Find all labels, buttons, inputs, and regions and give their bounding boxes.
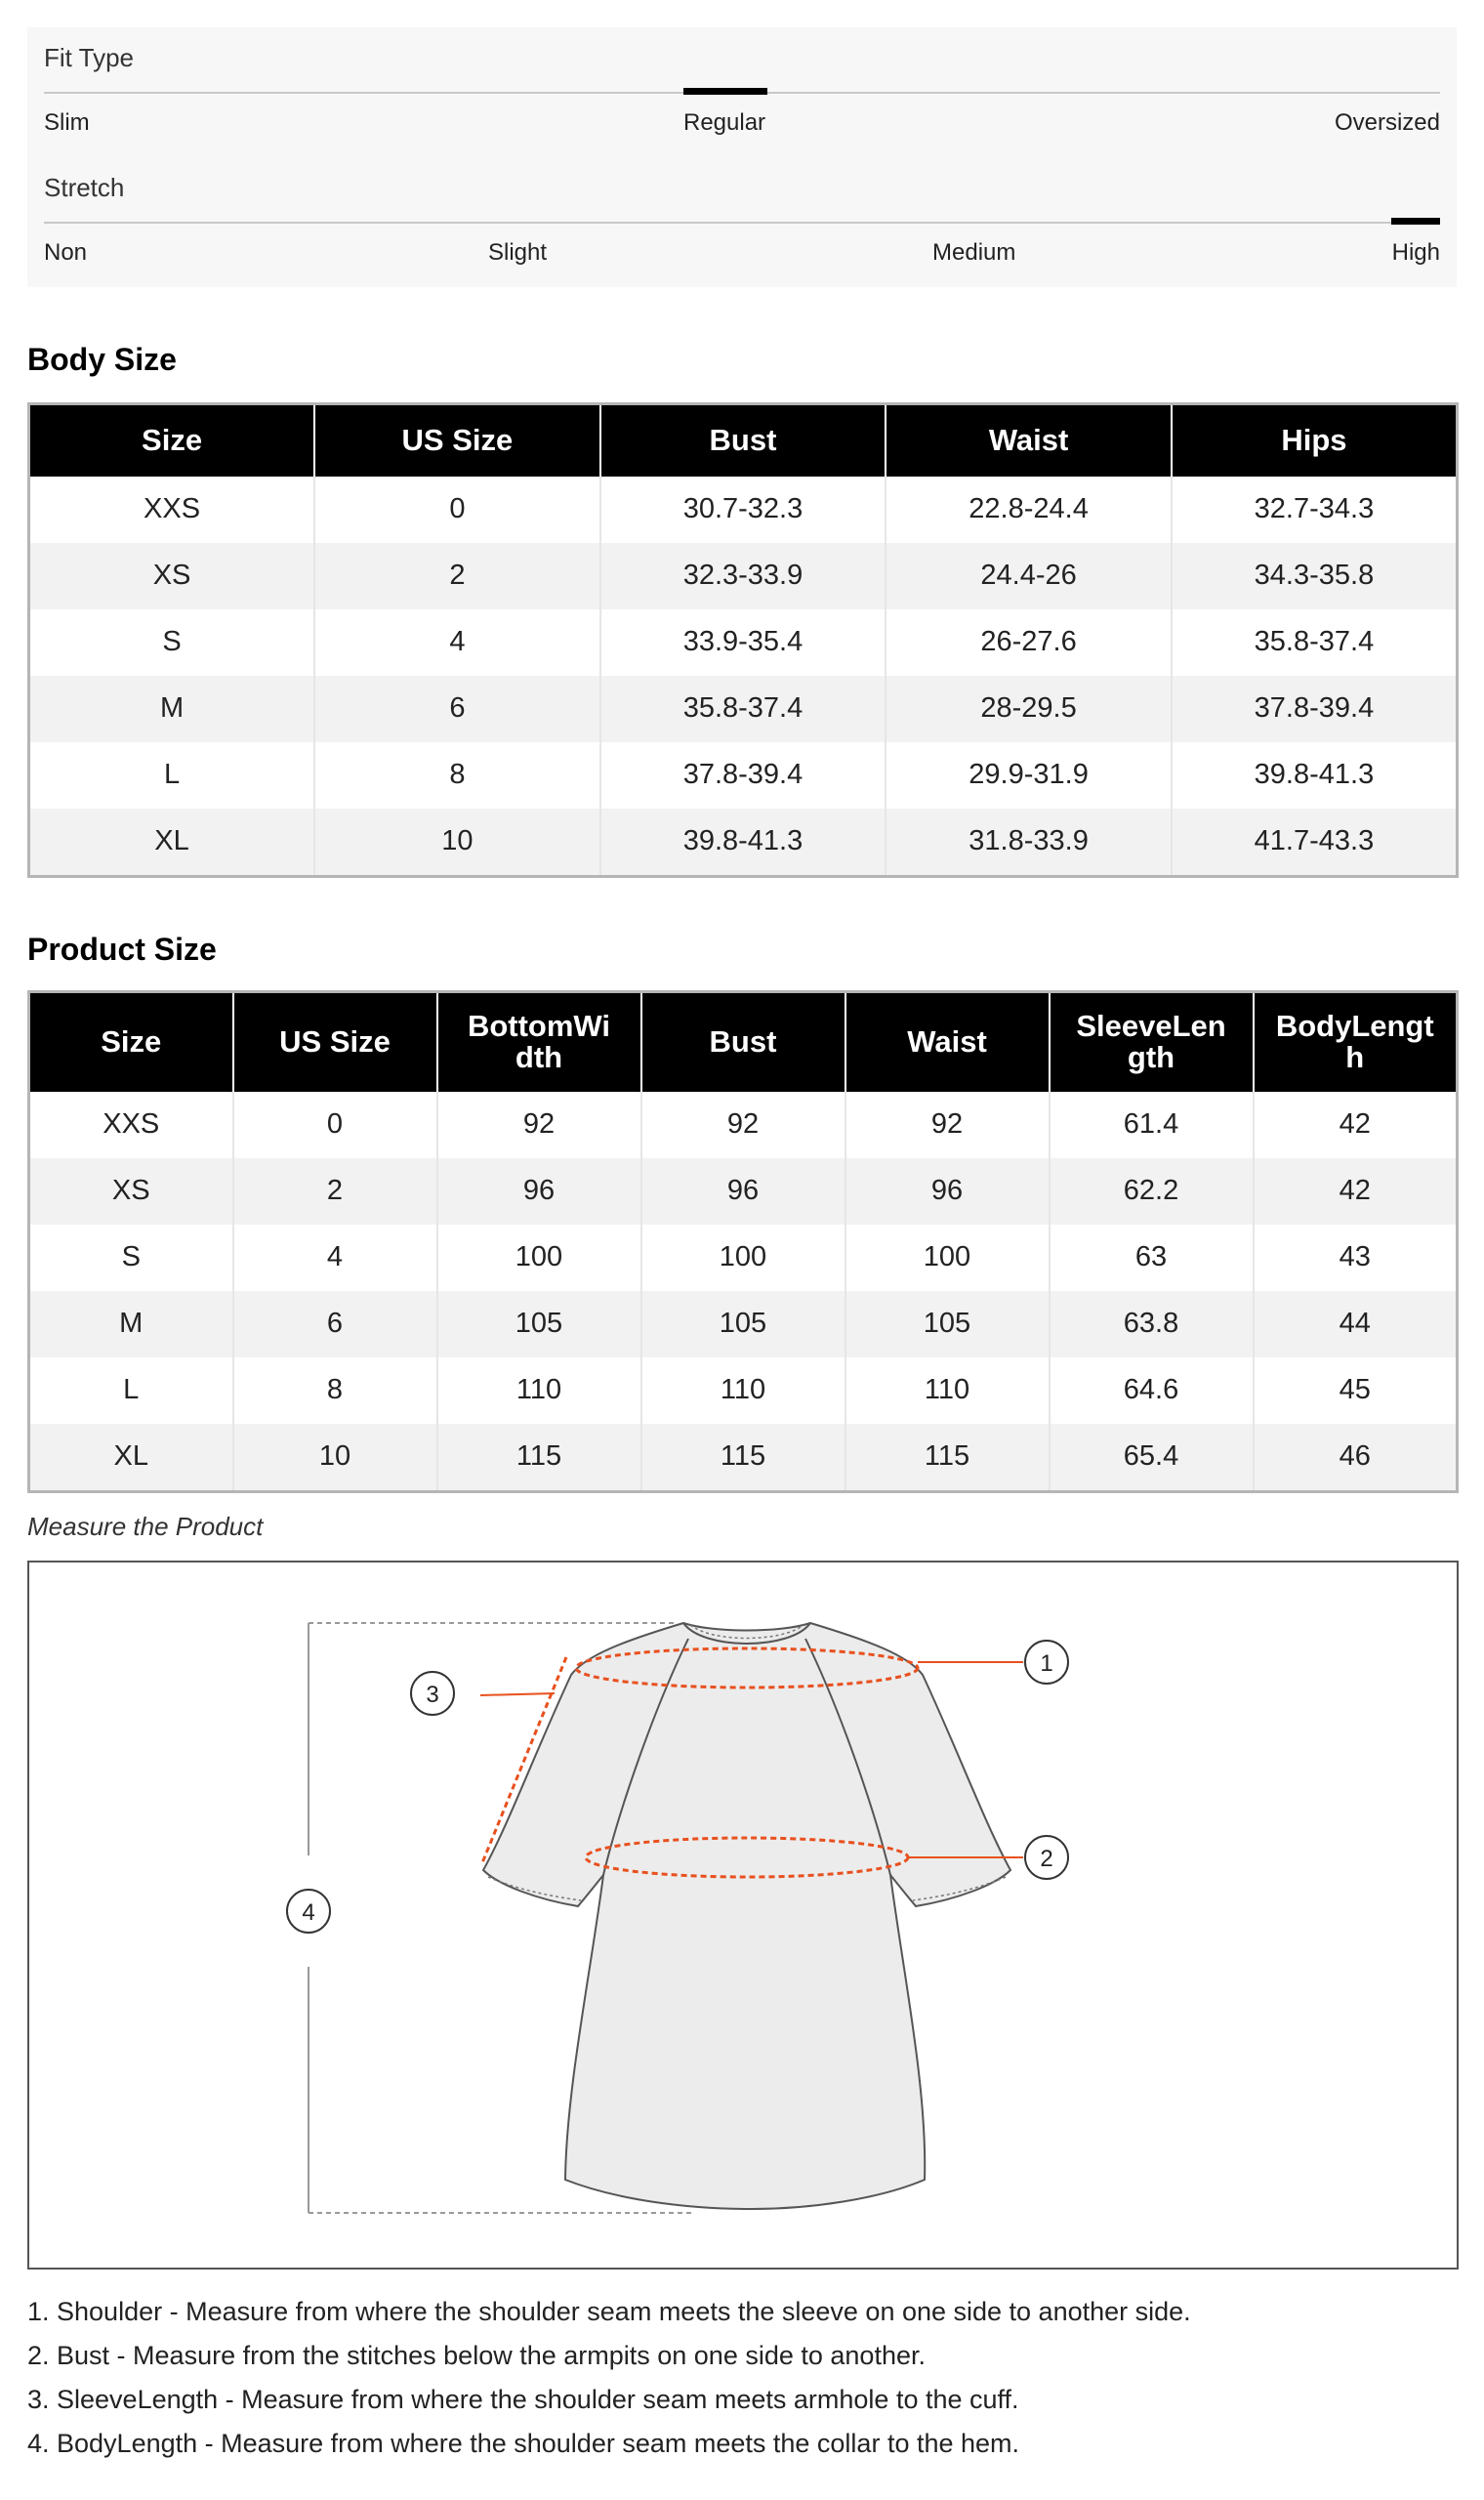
stretch-label-non: Non	[44, 239, 88, 266]
table-cell: 92	[641, 1092, 845, 1158]
table-cell: XS	[29, 543, 315, 609]
column-header	[29, 404, 315, 477]
column-header	[1254, 992, 1458, 1092]
callout-1-label: 1	[1040, 1650, 1053, 1677]
column-header-text: SleeveLen	[1076, 1009, 1226, 1044]
stretch-label-high: High	[1391, 239, 1440, 266]
table-cell: XXS	[29, 477, 315, 543]
note-body-length: 4. BodyLength - Measure from where the shoulder seam meets the collar to the hem.	[27, 2429, 1020, 2458]
table-cell: 42	[1254, 1092, 1458, 1158]
fit-label-oversized: Oversized	[1334, 109, 1440, 136]
note-shoulder: 1. Shoulder - Measure from where the shoulder seam meets the sleeve on one side to another side.	[27, 2297, 1191, 2326]
column-header-text: US Size	[401, 423, 514, 458]
table-cell: 39.8-41.3	[1172, 742, 1458, 809]
fit-type-scale	[44, 27, 1440, 156]
column-header-text: Bust	[709, 1024, 777, 1060]
table-cell: 30.7-32.3	[600, 477, 886, 543]
table-cell: 26-27.6	[886, 609, 1172, 676]
column-header-text: h	[1345, 1040, 1365, 1075]
table-row	[29, 1424, 1458, 1492]
table-cell: 64.6	[1050, 1357, 1254, 1424]
table-cell: 37.8-39.4	[1172, 676, 1458, 742]
table-cell: 8	[314, 742, 600, 809]
table-cell: XL	[29, 1424, 233, 1492]
table-cell: L	[29, 742, 315, 809]
table-cell: 4	[314, 609, 600, 676]
column-header-text: US Size	[279, 1024, 391, 1060]
table-cell: 96	[641, 1158, 845, 1225]
stretch-marker	[1391, 218, 1440, 225]
table-cell: 0	[233, 1092, 437, 1158]
table-cell: 39.8-41.3	[600, 809, 886, 877]
column-header-text: Hips	[1281, 423, 1347, 458]
column-header	[845, 992, 1050, 1092]
table-cell: XXS	[29, 1092, 233, 1158]
stretch-label-slight: Slight	[488, 239, 548, 266]
table-cell: 28-29.5	[886, 676, 1172, 742]
table-row	[29, 1092, 1458, 1158]
table-cell: 110	[845, 1357, 1050, 1424]
table-row	[29, 1225, 1458, 1291]
table-cell: 6	[314, 676, 600, 742]
note-sleeve-length: 3. SleeveLength - Measure from where the shoulder seam meets armhole to the cuff.	[27, 2385, 1019, 2414]
body-size-title: Body Size	[27, 342, 177, 377]
table-cell: 105	[437, 1291, 641, 1357]
table-cell: 110	[641, 1357, 845, 1424]
stretch-scale	[44, 157, 1440, 286]
table-cell: 8	[233, 1357, 437, 1424]
fit-label-regular: Regular	[683, 109, 766, 136]
column-header	[29, 992, 233, 1092]
callout-3-label: 3	[426, 1682, 439, 1708]
measure-title: Measure the Product	[27, 1512, 264, 1541]
table-cell: 35.8-37.4	[1172, 609, 1458, 676]
table-cell: M	[29, 1291, 233, 1357]
column-header	[233, 992, 437, 1092]
stretch-title: Stretch	[44, 173, 125, 202]
table-cell: 0	[314, 477, 600, 543]
stretch-label-medium: Medium	[932, 239, 1016, 266]
measure-notes	[27, 2290, 1463, 2466]
tshirt-illustration	[29, 1562, 1457, 2268]
table-cell: 45	[1254, 1357, 1458, 1424]
column-header-text: gth	[1127, 1040, 1175, 1075]
product-size-table	[27, 990, 1459, 1493]
column-header	[641, 992, 845, 1092]
fit-panel	[27, 27, 1457, 287]
sleeve-leader	[480, 1693, 555, 1695]
column-header	[886, 404, 1172, 477]
table-cell: 24.4-26	[886, 543, 1172, 609]
table-cell: 63.8	[1050, 1291, 1254, 1357]
table-cell: 32.7-34.3	[1172, 477, 1458, 543]
table-cell: 31.8-33.9	[886, 809, 1172, 877]
table-cell: 100	[845, 1225, 1050, 1291]
table-row	[29, 742, 1458, 809]
table-cell: 2	[233, 1158, 437, 1225]
table-cell: XL	[29, 809, 315, 877]
table-cell: 4	[233, 1225, 437, 1291]
table-cell: 10	[314, 809, 600, 877]
fit-type-title: Fit Type	[44, 43, 135, 72]
tshirt-body	[483, 1623, 1010, 2209]
column-header	[600, 404, 886, 477]
column-header-text: Waist	[988, 423, 1069, 458]
table-cell: 100	[641, 1225, 845, 1291]
column-header	[437, 992, 641, 1092]
table-cell: 105	[641, 1291, 845, 1357]
table-cell: M	[29, 676, 315, 742]
table-cell: 110	[437, 1357, 641, 1424]
table-cell: 115	[437, 1424, 641, 1492]
table-cell: 100	[437, 1225, 641, 1291]
table-cell: 46	[1254, 1424, 1458, 1492]
column-header-text: BottomWi	[467, 1009, 611, 1044]
column-header	[1050, 992, 1254, 1092]
column-header-text: Bust	[709, 423, 777, 458]
column-header-text: Size	[142, 423, 203, 458]
table-cell: L	[29, 1357, 233, 1424]
table-cell: 37.8-39.4	[600, 742, 886, 809]
table-row	[29, 676, 1458, 742]
table-cell: S	[29, 1225, 233, 1291]
table-cell: 62.2	[1050, 1158, 1254, 1225]
table-cell: 115	[641, 1424, 845, 1492]
column-header-text: Waist	[907, 1024, 987, 1060]
table-cell: 92	[845, 1092, 1050, 1158]
table-cell: 115	[845, 1424, 1050, 1492]
column-header-text: BodyLengt	[1275, 1009, 1434, 1044]
table-cell: S	[29, 609, 315, 676]
callout-2-label: 2	[1040, 1846, 1053, 1872]
table-cell: XS	[29, 1158, 233, 1225]
table-cell: 96	[437, 1158, 641, 1225]
table-cell: 2	[314, 543, 600, 609]
table-row	[29, 477, 1458, 543]
column-header	[314, 404, 600, 477]
table-cell: 96	[845, 1158, 1050, 1225]
table-cell: 92	[437, 1092, 641, 1158]
measure-diagram	[27, 1561, 1459, 2270]
fit-type-marker	[683, 88, 767, 95]
body-size-table	[27, 402, 1459, 878]
table-cell: 61.4	[1050, 1092, 1254, 1158]
table-row	[29, 1291, 1458, 1357]
note-bust: 2. Bust - Measure from the stitches below the armpits on one side to another.	[27, 2341, 926, 2370]
table-cell: 10	[233, 1424, 437, 1492]
table-cell: 33.9-35.4	[600, 609, 886, 676]
column-header-text: dth	[515, 1040, 563, 1075]
table-cell: 32.3-33.9	[600, 543, 886, 609]
table-cell: 41.7-43.3	[1172, 809, 1458, 877]
table-cell: 35.8-37.4	[600, 676, 886, 742]
product-size-title: Product Size	[27, 932, 217, 967]
table-cell: 29.9-31.9	[886, 742, 1172, 809]
table-cell: 6	[233, 1291, 437, 1357]
table-row	[29, 609, 1458, 676]
table-row	[29, 1357, 1458, 1424]
callout-4-label: 4	[302, 1899, 315, 1926]
table-row	[29, 543, 1458, 609]
column-header-text: Size	[101, 1024, 162, 1060]
table-cell: 44	[1254, 1291, 1458, 1357]
table-cell: 42	[1254, 1158, 1458, 1225]
table-row	[29, 809, 1458, 877]
fit-label-slim: Slim	[44, 109, 90, 136]
table-cell: 63	[1050, 1225, 1254, 1291]
table-cell: 34.3-35.8	[1172, 543, 1458, 609]
column-header	[1172, 404, 1458, 477]
stretch-track	[44, 222, 1440, 224]
table-cell: 22.8-24.4	[886, 477, 1172, 543]
table-cell: 105	[845, 1291, 1050, 1357]
table-row	[29, 1158, 1458, 1225]
table-cell: 65.4	[1050, 1424, 1254, 1492]
table-cell: 43	[1254, 1225, 1458, 1291]
